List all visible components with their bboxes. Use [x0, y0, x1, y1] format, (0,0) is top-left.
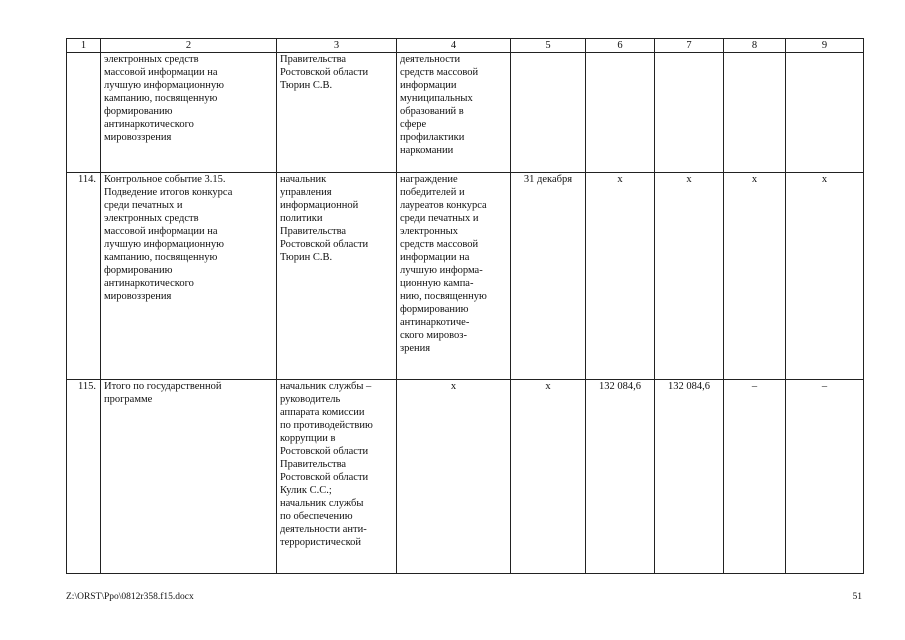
row-number [67, 53, 101, 173]
event-name: Контрольное событие 3.15. Подведение итогов конкурса среди печатных и электронных средств массовой информации на лучшую информационную кампанию, посвященную формированию антинаркотического мировоззрения [101, 173, 277, 380]
page-number: 51 [852, 592, 862, 602]
value-cell: 132 084,6 [586, 380, 655, 574]
column-number: 8 [724, 39, 786, 53]
responsible-person: Правительства Ростовской области Тюрин С.В. [277, 53, 397, 173]
responsible-person: начальник службы – руководитель аппарата комиссии по противодействию коррупции в Ростовской области Правительства Ростовской области Кулик С.С.; начальник службы по обеспечению деятельности анти- террористической [277, 380, 397, 574]
value-cell: x [586, 173, 655, 380]
column-number: 2 [101, 39, 277, 53]
row-number: 115. [67, 380, 101, 574]
column-number: 1 [67, 39, 101, 53]
deadline: 31 декабря [511, 173, 586, 380]
row-number: 114. [67, 173, 101, 380]
table-row [67, 53, 864, 173]
value-cell [786, 53, 864, 173]
table-row [67, 380, 864, 574]
column-number: 9 [786, 39, 864, 53]
value-cell: – [724, 380, 786, 574]
value-cell: x [786, 173, 864, 380]
expected-result: деятельности средств массовой информации муниципальных образований в сфере профилактики наркомании [397, 53, 511, 173]
value-cell [586, 53, 655, 173]
responsible-person: начальник управления информационной политики Правительства Ростовской области Тюрин С.В. [277, 173, 397, 380]
table-row [67, 173, 864, 380]
value-cell [724, 53, 786, 173]
deadline [511, 53, 586, 173]
value-cell: x [655, 173, 724, 380]
column-number: 5 [511, 39, 586, 53]
column-number: 3 [277, 39, 397, 53]
value-cell [655, 53, 724, 173]
expected-result: x [397, 380, 511, 574]
column-number: 6 [586, 39, 655, 53]
value-cell: x [724, 173, 786, 380]
expected-result: награждение победителей и лауреатов конкурса среди печатных и электронных средств массовой информации на лучшую информа- ционную кампа- нию, посвященную формированию антинаркотиче- ского мировоз- зрения [397, 173, 511, 380]
event-name: электронных средств массовой информации на лучшую информационную кампанию, посвященную формированию антинаркотического мировоззрения [101, 53, 277, 173]
program-table [66, 38, 864, 574]
event-name: Итого по государственной программе [101, 380, 277, 574]
footer-file-path: Z:\ORST\Ppo\0812r358.f15.docx [66, 592, 194, 602]
column-number: 4 [397, 39, 511, 53]
column-number: 7 [655, 39, 724, 53]
deadline: x [511, 380, 586, 574]
value-cell: 132 084,6 [655, 380, 724, 574]
value-cell: – [786, 380, 864, 574]
column-number-row [67, 39, 864, 53]
